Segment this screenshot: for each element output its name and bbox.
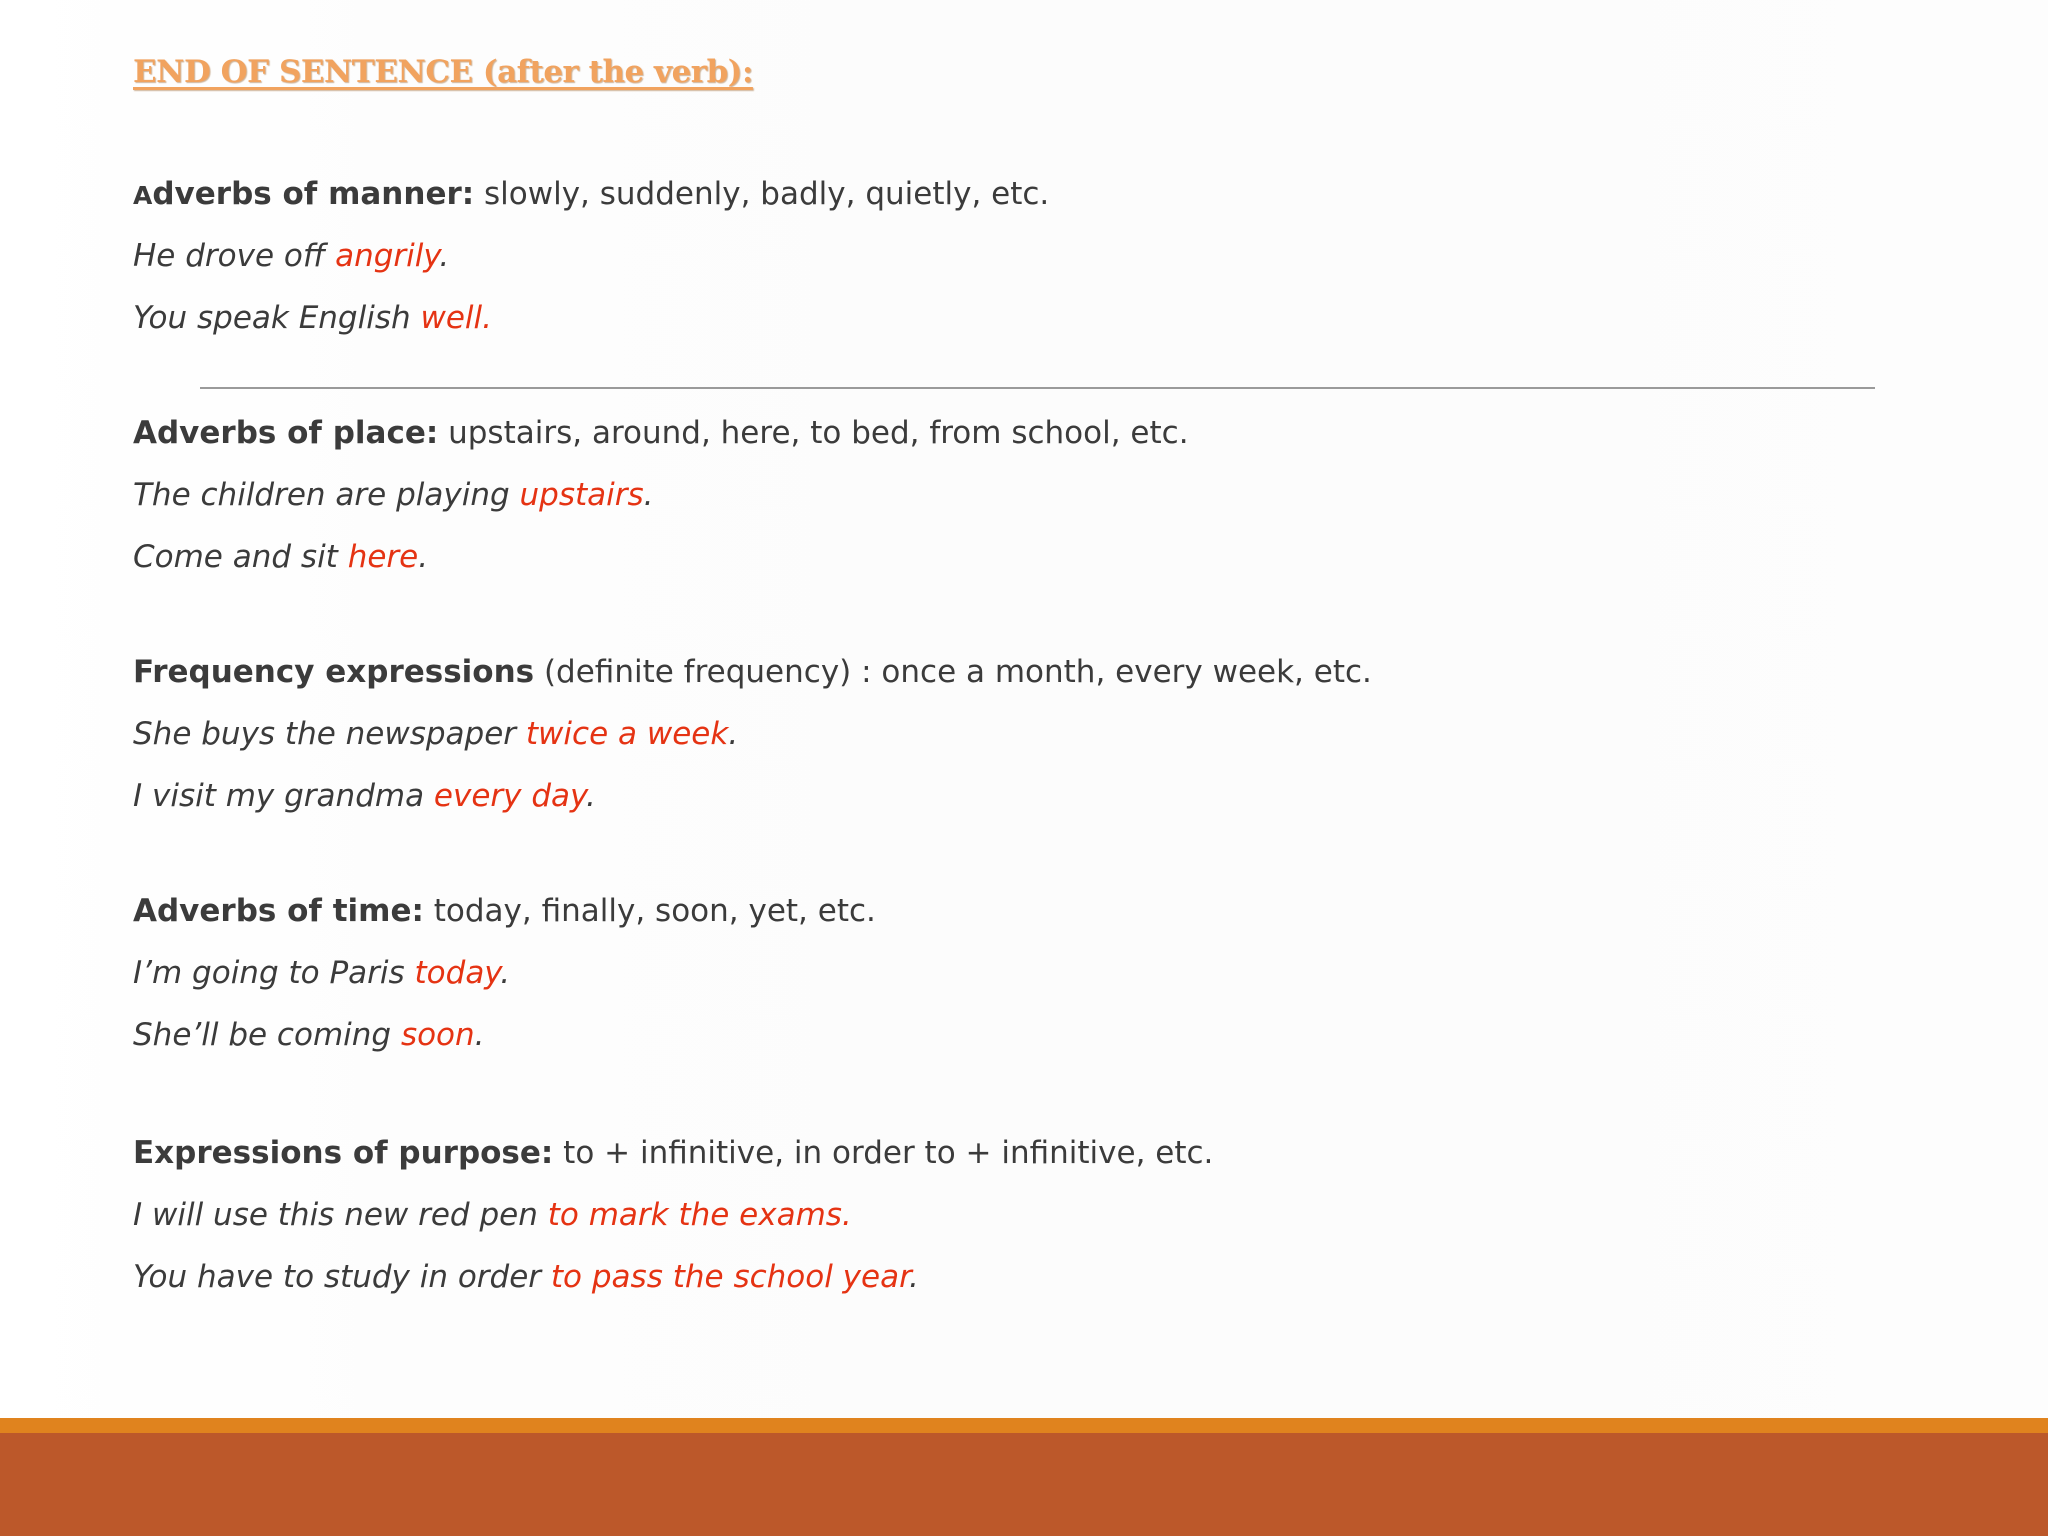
highlighted-adverb: here xyxy=(347,539,419,575)
manner-definition xyxy=(133,175,1049,215)
purpose-list: to + infinitive, in order to + infinitive, etc. xyxy=(553,1135,1214,1171)
time-example-1: I’m going to Paris today. xyxy=(133,955,511,991)
highlighted-adverb: today xyxy=(414,955,501,991)
highlighted-expression: to pass the school year xyxy=(550,1259,909,1295)
place-example-2: Come and sit here. xyxy=(133,539,429,575)
purpose-label: Expressions of purpose: xyxy=(133,1135,554,1171)
manner-list: slowly, suddenly, badly, quietly, etc. xyxy=(474,176,1050,212)
manner-example-2: You speak English well. xyxy=(133,300,493,336)
place-label: Adverbs of place: xyxy=(133,415,439,451)
footer-accent-stripe xyxy=(0,1418,2048,1433)
section-divider xyxy=(200,387,1875,389)
place-definition xyxy=(133,414,1189,452)
manner-example-1: He drove off angrily. xyxy=(133,238,450,274)
place-example-1: The children are playing upstairs. xyxy=(133,477,654,513)
time-definition xyxy=(133,892,876,930)
time-list: today, finally, soon, yet, etc. xyxy=(423,893,876,929)
highlighted-adverb: twice a week xyxy=(525,716,729,752)
frequency-list: (definite frequency) : once a month, every week, etc. xyxy=(534,654,1372,690)
highlighted-adverb: angrily xyxy=(335,238,440,274)
time-label: Adverbs of time: xyxy=(133,893,424,929)
highlighted-adverb: every day xyxy=(433,778,586,814)
place-list: upstairs, around, here, to bed, from school, etc. xyxy=(438,415,1189,451)
highlighted-adverb: soon xyxy=(400,1017,475,1053)
frequency-example-2: I visit my grandma every day. xyxy=(133,778,596,814)
frequency-example-1: She buys the newspaper twice a week. xyxy=(133,716,739,752)
slide-heading: END OF SENTENCE (after the verb): xyxy=(133,54,753,90)
purpose-example-1: I will use this new red pen to mark the exams. xyxy=(133,1197,852,1233)
frequency-definition xyxy=(133,653,1372,691)
footer-bar xyxy=(0,1433,2048,1536)
frequency-label: Frequency expressions xyxy=(133,654,535,690)
highlighted-adverb: well. xyxy=(420,300,493,336)
purpose-definition xyxy=(133,1134,1213,1172)
highlighted-expression: to mark the exams. xyxy=(547,1197,852,1233)
manner-label: Adverbs of manner: xyxy=(133,176,475,212)
purpose-example-2: You have to study in order to pass the school year. xyxy=(133,1259,919,1295)
highlighted-adverb: upstairs xyxy=(519,477,644,513)
time-example-2: She’ll be coming soon. xyxy=(133,1017,485,1053)
